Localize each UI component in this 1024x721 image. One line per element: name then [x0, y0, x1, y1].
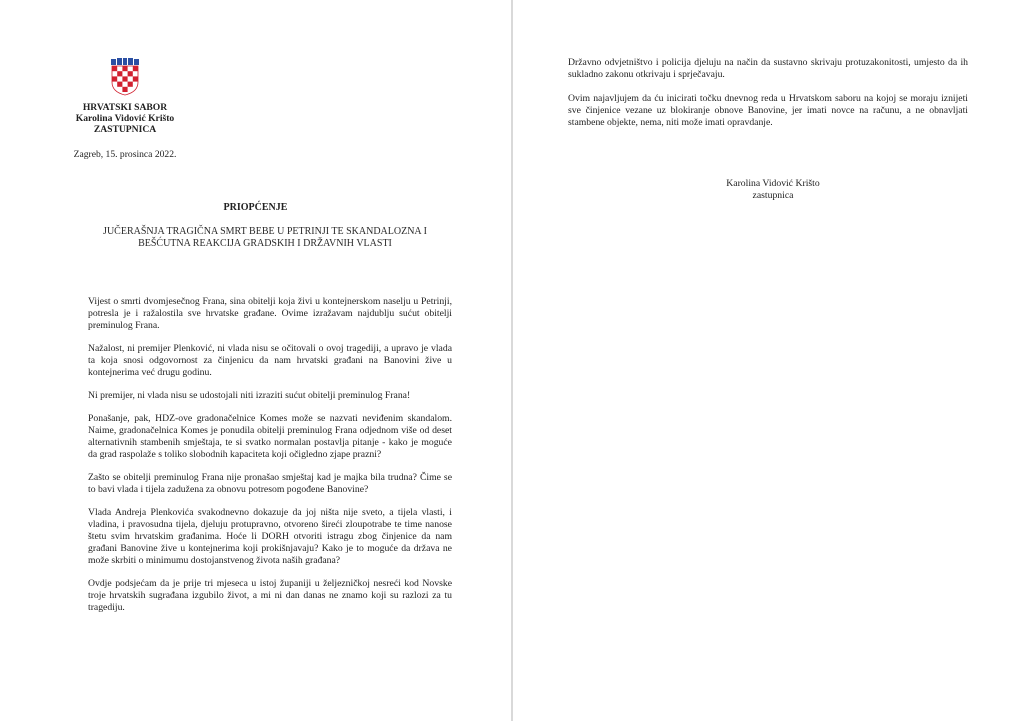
letterhead: [0, 58, 250, 160]
institution-name: HRVATSKI SABOR: [82, 102, 168, 113]
signature-role: zastupnica: [752, 190, 794, 201]
paragraph: Nažalost, ni premijer Plenković, ni vlada nisu se očitovali o ovoj tragediji, a upravo je vlada ta koja snosi odgovornost za činjenicu da nam hrvatski građani na Banovini žive u kontejnerima već drugu godinu.: [88, 343, 452, 378]
paragraph: Vijest o smrti dvomjesečnog Frana, sina obitelji koja živi u kontejnerskom naselju u Petrinji, potresla je i ražalostila sve hrvatske građane. Ovime izražavam najdublju sućut obitelji preminulog Frana.: [88, 296, 452, 331]
document-date: Zagreb, 15. prosinca 2022.: [73, 149, 177, 160]
representative-name: Karolina Vidović Krišto: [75, 113, 175, 124]
paragraph: Zašto se obitelji preminulog Frana nije pronašao smještaj kad je majka bila trudna? Čime se to bavi vlada i tijela zadužena za obnovu potresom pogođene Banovine?: [88, 472, 452, 495]
headline-line-1: JUČERAŠNJA TRAGIČNA SMRT BEBE U PETRINJI TE SKANDALOZNA I: [103, 226, 427, 237]
body-text-continued: [568, 57, 968, 141]
page-left: [0, 0, 511, 721]
paragraph: Ponašanje, pak, HDZ-ove gradonačelnice Komes može se nazvati neviđenim skandalom. Naime, gradonačelnica Komes je ponudila obitelji preminulog Frana odjednom više od deset alternativnih stambenih smještaja, te si svatko normalan postavlja pitanje - kako je moguće da grad raspolaže s toliko slobodnih kapaciteta koji očigledno zjape prazni?: [88, 413, 452, 460]
signature-block: [663, 178, 883, 202]
croatian-coat-of-arms-icon: [110, 58, 140, 96]
body-text: [88, 296, 452, 625]
representative-role: ZASTUPNICA: [93, 124, 157, 135]
paragraph: Vlada Andreja Plenkovića svakodnevno dokazuje da joj ništa nije sveto, a tijela vlasti, i vladina, i pravosudna tijela, djeluju protupravno, otvoreno šireći zloupotrabe te time nanose štetu svim hrvatskim građanima. Hoće li DORH otvoriti istragu zbog činjenice da nam građani Banovine žive u kontejnerima koji prokišnjavaju? Kako je to moguće da država ne može skrbiti o minimumu dostojanstvenog života naših građana?: [88, 507, 452, 566]
paragraph: Ovim najavljujem da ću inicirati točku dnevnog reda u Hrvatskom saboru na kojoj se moraju iznijeti sve činjenice vezane uz blokiranje obnove Banovine, jer imati novce na računu, a ne obnavljati stambene objekte, nema, niti može imati opravdanje.: [568, 93, 968, 128]
document-type: PRIOPĆENJE: [223, 202, 288, 213]
headline: [95, 226, 435, 250]
paragraph: Ni premijer, ni vlada nisu se udostojali niti izraziti sućut obitelji preminulog Frana!: [88, 390, 411, 401]
page-right: [513, 0, 1024, 721]
paragraph: Državno odvjetništvo i policija djeluju na način da sustavno skrivaju protuzakonitosti, umjesto da ih sukladno zakonu otkrivaju i sprječavaju.: [568, 57, 968, 80]
signature-name: Karolina Vidović Krišto: [726, 178, 820, 189]
headline-line-2: BEŠĆUTNA REAKCIJA GRADSKIH I DRŽAVNIH VLASTI: [138, 238, 392, 249]
paragraph: Ovdje podsjećam da je prije tri mjeseca u istoj županiji u željezničkoj nesreći kod Novske troje hrvatskih sugrađana izgubilo život, a mi ni dan danas ne znamo koji su razlozi za tu tragediju.: [88, 578, 452, 613]
